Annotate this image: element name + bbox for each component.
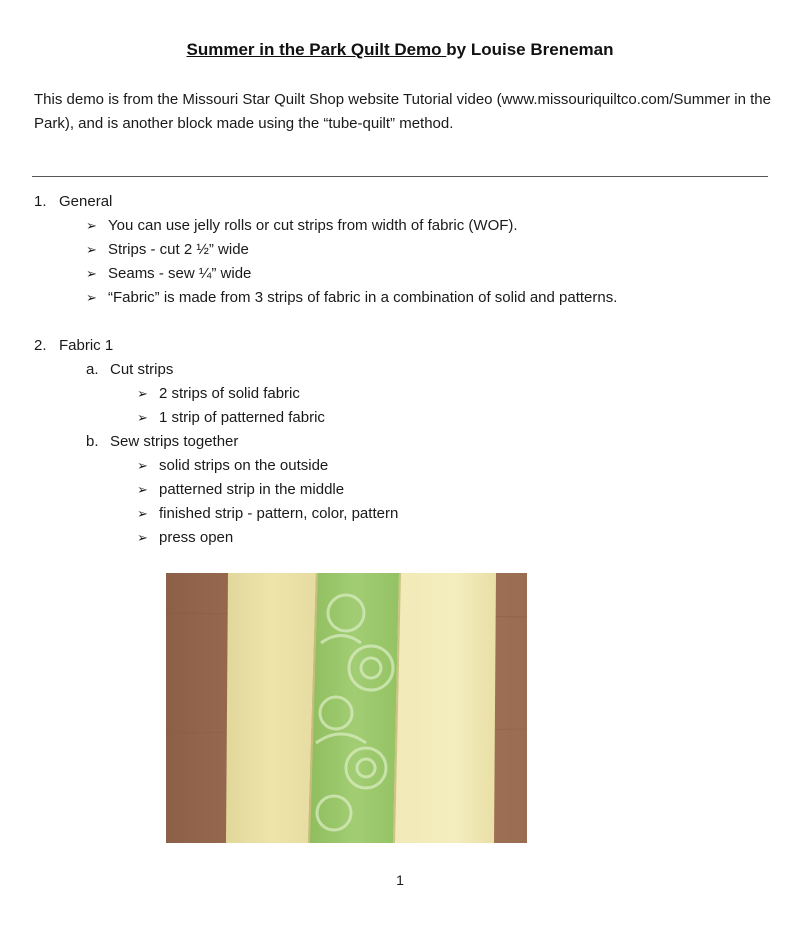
page-number: 1 [396,872,404,888]
list-item [137,480,344,500]
section-2-heading [34,336,113,356]
list-item [86,216,518,236]
horizontal-divider [32,176,768,177]
bullet-text: patterned strip in the middle [159,481,345,498]
intro-paragraph: This demo is from the Missouri Star Quilt Shop website Tutorial video (www.missouriquiltco.com/Summer in the Park), and is another block made using the “tube-quilt” method. [34,91,771,132]
list-item [86,240,249,260]
sublist-a-marker: a. [86,361,99,378]
bullet-text: press open [159,529,234,546]
arrow-bullet-icon: ➢ [86,290,97,305]
list-item [86,288,617,308]
title-underlined: Summer in the Park Quilt Demo [186,40,447,59]
sublist-b-marker: b. [86,433,99,450]
section-1-title: General [59,193,113,210]
arrow-bullet-icon: ➢ [137,458,148,473]
title-author: by Louise Breneman [446,40,614,59]
sublist-a-label: Cut strips [110,361,174,378]
document-title [0,40,800,60]
list-item [137,528,233,548]
bullet-text: Strips - cut 2 ½” wide [108,241,249,258]
sublist-b [86,432,238,452]
bullet-text: solid strips on the outside [159,457,329,474]
bullet-text: Seams - sew ¼” wide [108,265,252,282]
arrow-bullet-icon: ➢ [137,482,148,497]
arrow-bullet-icon: ➢ [86,242,97,257]
bullet-text: “Fabric” is made from 3 strips of fabric in a combination of solid and patterns. [108,289,618,306]
list-item [137,408,325,428]
sublist-a [86,360,173,380]
arrow-bullet-icon: ➢ [137,410,148,425]
solid-strip-left [226,573,318,843]
section-1-number: 1. [34,193,47,210]
arrow-bullet-icon: ➢ [86,218,97,233]
list-item [137,384,300,404]
arrow-bullet-icon: ➢ [137,506,148,521]
bullet-text: You can use jelly rolls or cut strips from width of fabric (WOF). [108,217,518,234]
list-item [86,264,251,284]
sublist-b-label: Sew strips together [110,433,239,450]
bullet-text: 2 strips of solid fabric [159,385,300,402]
solid-strip-right [393,573,496,843]
arrow-bullet-icon: ➢ [137,386,148,401]
list-item [137,504,398,524]
section-2-title: Fabric 1 [59,337,114,354]
list-item [137,456,328,476]
arrow-bullet-icon: ➢ [137,530,148,545]
section-1-heading [34,192,112,212]
bullet-text: 1 strip of patterned fabric [159,409,325,426]
arrow-bullet-icon: ➢ [86,266,97,281]
bullet-text: finished strip - pattern, color, pattern [159,505,399,522]
fabric-strips-photo [166,573,527,843]
section-2-number: 2. [34,337,47,354]
